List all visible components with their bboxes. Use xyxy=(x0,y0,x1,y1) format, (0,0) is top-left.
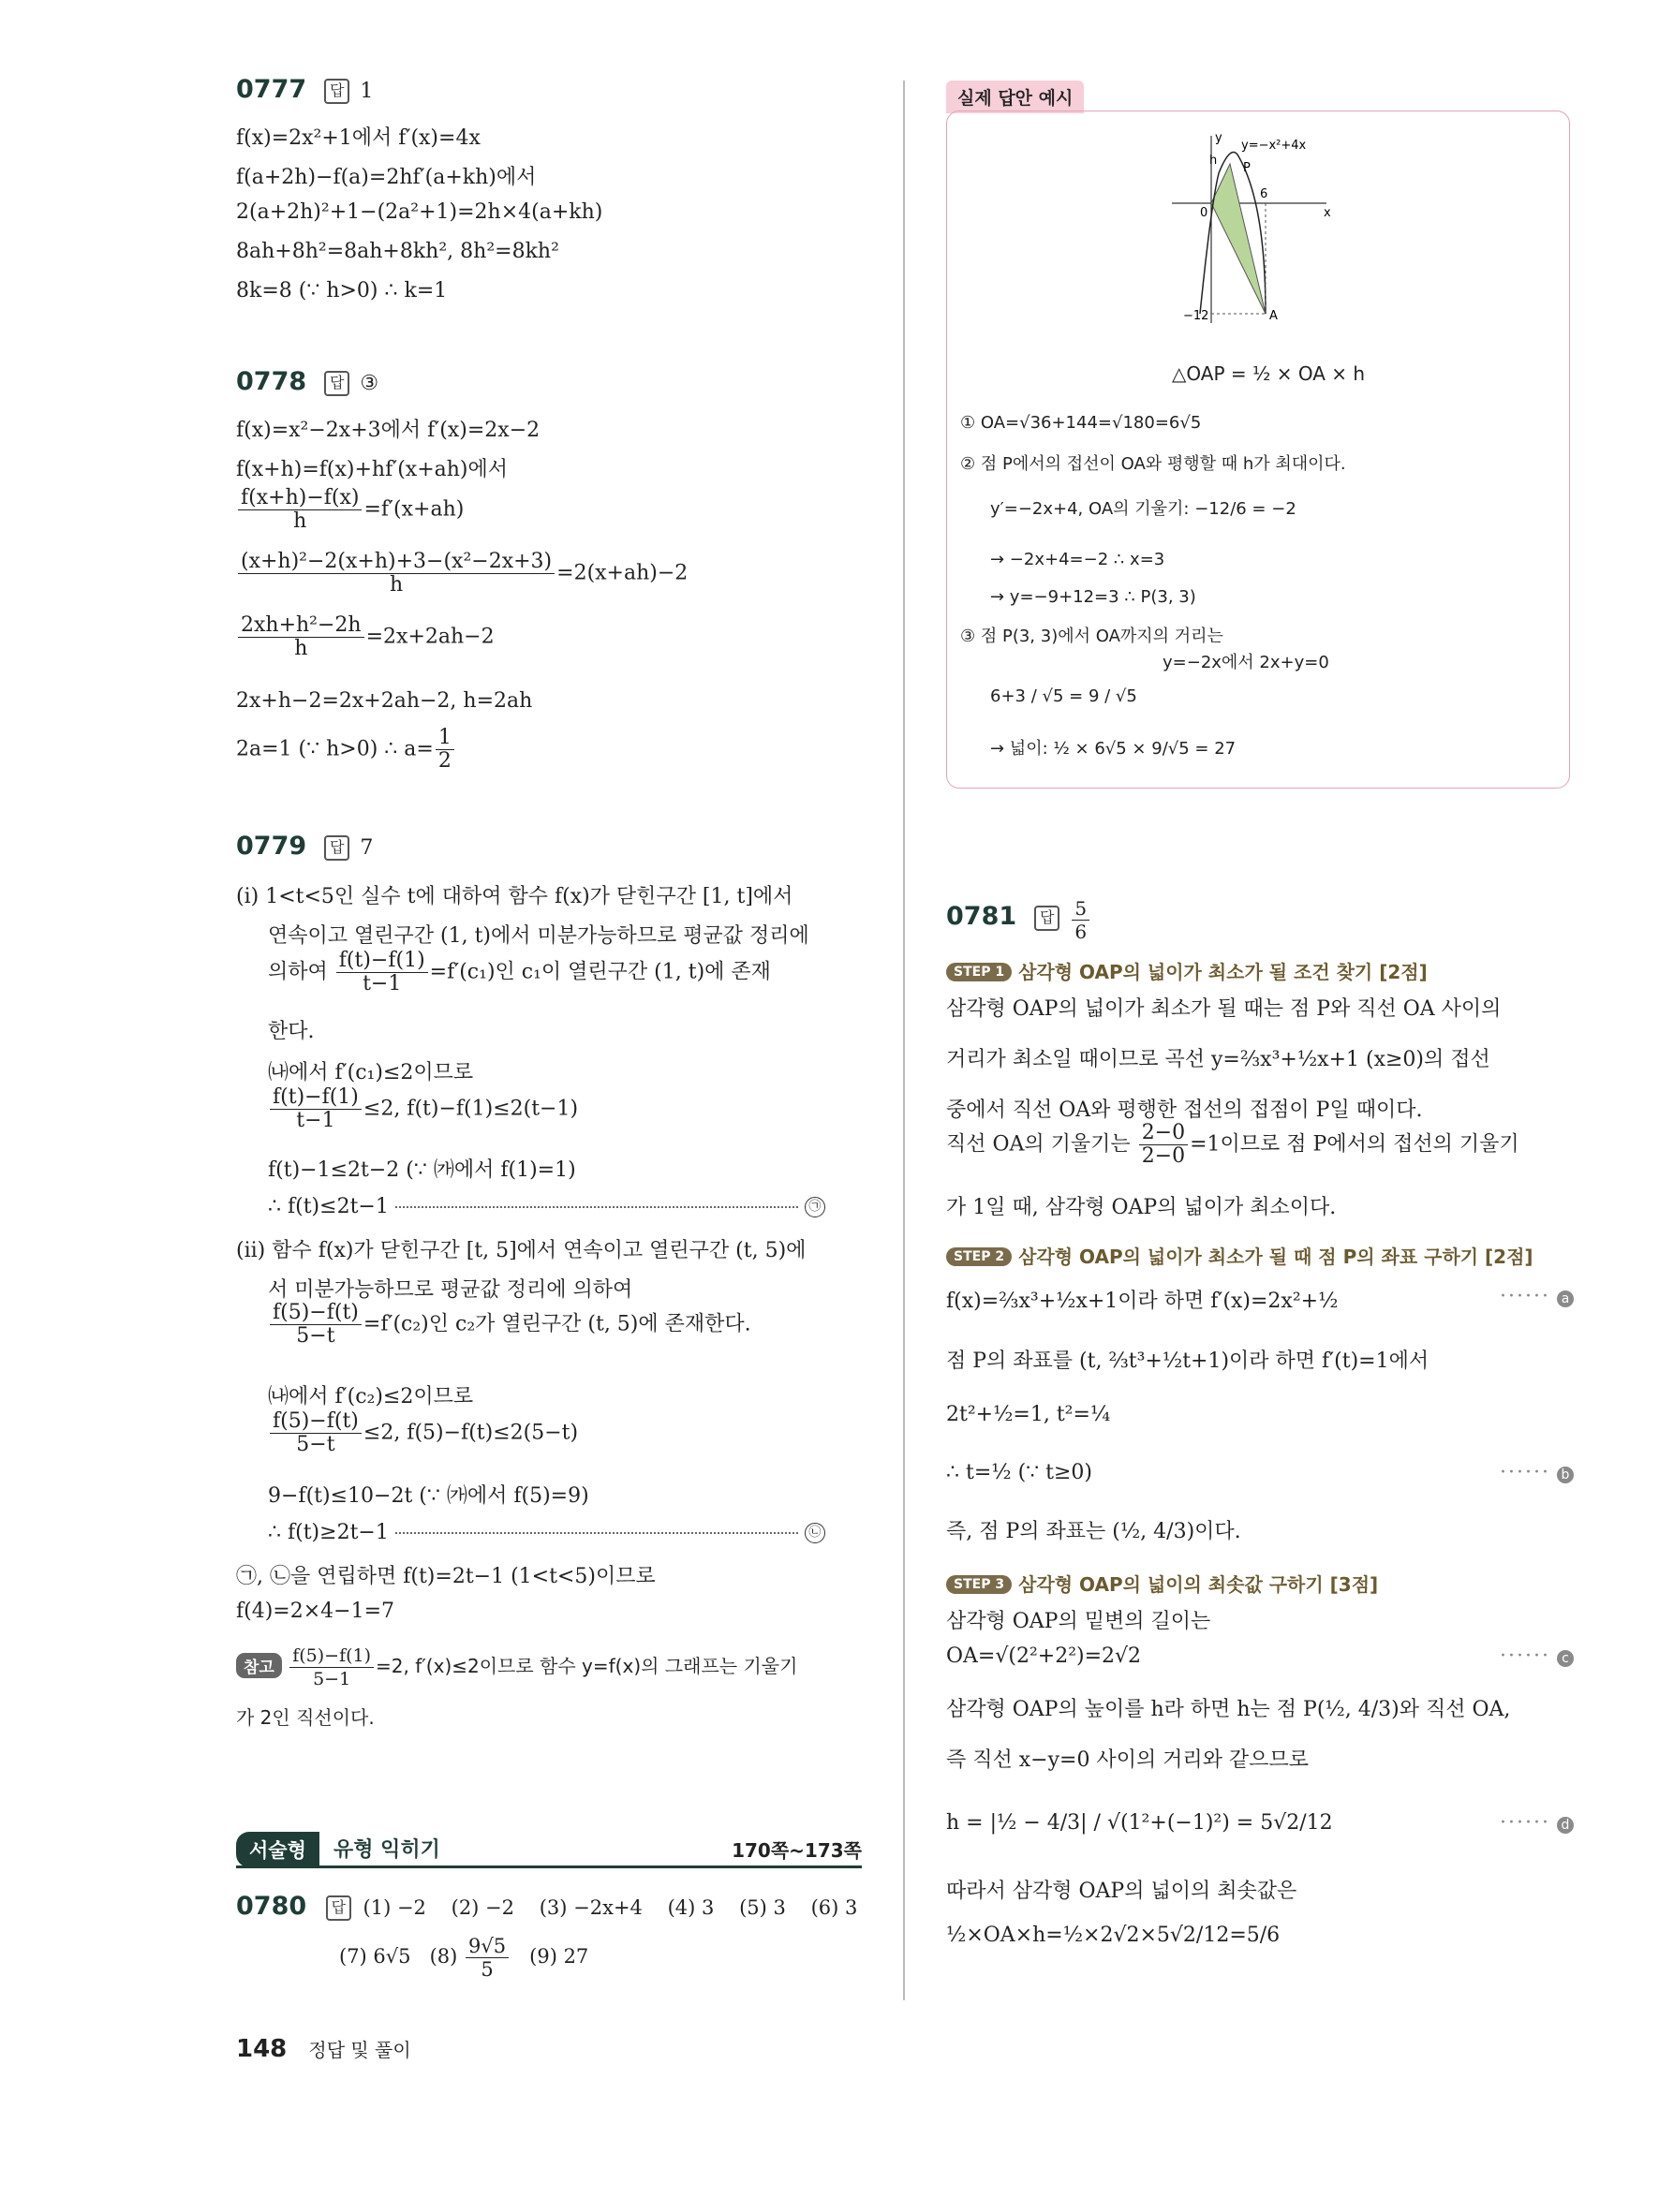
handwritten-line: → 넓이: ½ × 6√5 × 9/√5 = 27 xyxy=(990,739,1237,759)
step-badge: STEP 2 xyxy=(946,1247,1012,1266)
fraction-line: $\frac{f(x+h)-f(x)}{h}$ =f′(x+ah) xyxy=(236,487,464,533)
fraction-line: $\frac{f(5)-f(t)}{5-t}$ ≤2, f(5)−f(t)≤2(5−t) xyxy=(268,1410,578,1456)
solution-line: 한다. xyxy=(268,1020,315,1043)
section-pages: 170쪽~173쪽 xyxy=(732,1839,862,1862)
section-header xyxy=(236,1828,862,1868)
example-answer-box xyxy=(946,111,1570,789)
reference-badge: 참고 xyxy=(236,1653,282,1678)
solution-line: ∴ t=½ (∵ t≥0) ······ b xyxy=(946,1461,1574,1484)
solution-line: 삼각형 OAP의 넓이가 최소가 될 때는 점 P와 직선 OA 사이의 xyxy=(946,997,1502,1021)
reference-note: 참고 $\frac{f(5)-f(1)}{5-1}$ =2, f′(x)≤2이므로 함수 y=f(x)의 그래프는 기울기 xyxy=(236,1644,797,1690)
solution-line: 연속이고 열린구간 (1, t)에서 미분가능하므로 평균값 정리에 xyxy=(268,924,809,948)
fraction-line: 의하여 $\frac{f(t)-f(1)}{t-1}$ =f′(c₁)인 c₁이 열린구간 (1, t)에 존재 xyxy=(268,949,771,995)
footer-section: 정답 및 풀이 xyxy=(308,2039,411,2061)
answer-item: (9) 27 xyxy=(529,1945,589,1968)
solution-line: 9−f(t)≤10−2t (∵ ㈎에서 f(5)=9) xyxy=(268,1484,589,1508)
solution-line: f(x)=x²−2x+3에서 f′(x)=2x−2 xyxy=(236,419,541,442)
problem-number: 0778 xyxy=(236,367,307,396)
graph-label: y=−x²+4x xyxy=(1241,139,1307,153)
step-header xyxy=(946,1570,1378,1597)
solution-line: f(t)−1≤2t−2 (∵ ㈎에서 f(1)=1) xyxy=(268,1158,576,1182)
dotted-leader xyxy=(395,1206,798,1208)
graph-label: A xyxy=(1269,309,1278,323)
solution-line: f(4)=2×4−1=7 xyxy=(236,1600,395,1623)
fraction: $\frac{1}{2}$ xyxy=(436,727,454,773)
solution-line: (ⅱ) 함수 f(x)가 닫힌구간 [t, 5]에서 연속이고 열린구간 (t, 5)에 xyxy=(236,1239,807,1262)
equation-marker: ㉠ xyxy=(805,1197,825,1217)
fraction-line: $\frac{\text{2xh+h²−2h}}{h}$ =2x+2ah−2 xyxy=(236,614,495,660)
solution-line: 2x+h−2=2x+2ah−2, h=2ah xyxy=(236,689,533,713)
fraction: $\frac{f(t)-f(1)}{t-1}$ xyxy=(270,1086,362,1132)
equation-marker: ㉡ xyxy=(805,1523,825,1543)
fraction-line: $\frac{f(5)-f(t)}{5-t}$ =f′(c₂)인 c₂가 열린구간 (t, 5)에 존재한다. xyxy=(268,1302,751,1348)
column-divider xyxy=(903,81,905,2000)
fraction: $\frac{f(x+h)-f(x)}{h}$ xyxy=(238,487,362,533)
fraction: $\frac{\text{(x+h)²−2(x+h)+3−(x²−2x+3)}}{h}$ xyxy=(238,551,555,597)
handwritten-line: ② 점 P에서의 접선이 OA와 평행할 때 h가 최대이다. xyxy=(960,454,1346,474)
answer-item: (5) 3 xyxy=(739,1896,786,1919)
solution-line: 따라서 삼각형 OAP의 넓이의 최솟값은 xyxy=(946,1880,1297,1903)
section-tag: 서술형 xyxy=(236,1832,319,1867)
graph-label: 0 xyxy=(1200,206,1208,220)
solution-line: ㈏에서 f′(c₁)≤2이므로 xyxy=(268,1061,474,1084)
handwritten-line: y′=−2x+4, OA의 기울기: −12/6 = −2 xyxy=(990,499,1296,519)
problem-number: 0777 xyxy=(236,75,307,104)
solution-line: 가 1일 때, 삼각형 OAP의 넓이가 최소이다. xyxy=(946,1196,1337,1219)
step-badge: STEP 3 xyxy=(946,1575,1012,1594)
answer-icon: 답 xyxy=(326,1895,351,1921)
handwritten-line: 6+3 / √5 = 9 / √5 xyxy=(990,686,1137,706)
answer-icon: 답 xyxy=(1034,906,1059,931)
example-tab: 실제 답안 예시 xyxy=(946,81,1084,113)
reference-note: 가 2인 직선이다. xyxy=(236,1706,375,1729)
solution-line: ∴ f(t)≤2t−1 ㉠ xyxy=(268,1195,862,1218)
dotted-leader xyxy=(395,1532,798,1534)
fraction-line: $\frac{\text{(x+h)²−2(x+h)+3−(x²−2x+3)}}{h}$ =2(x+ah)−2 xyxy=(236,551,688,597)
answer-item: (1) −2 xyxy=(363,1896,426,1919)
answer-icon: 답 xyxy=(324,371,349,396)
fraction: $\frac{\text{2xh+h²−2h}}{h}$ xyxy=(238,614,364,660)
step-title: 삼각형 OAP의 넓이가 최소가 될 조건 찾기 [2점] xyxy=(1018,961,1428,983)
fraction-line: $\frac{f(t)-f(1)}{t-1}$ ≤2, f(t)−f(1)≤2(t−1) xyxy=(268,1086,578,1132)
solution-line: ㉠, ㉡을 연립하면 f(t)=2t−1 (1<t<5)이므로 xyxy=(236,1565,656,1588)
example-graph xyxy=(1163,126,1350,332)
answer-value: ③ xyxy=(360,372,379,395)
step-header xyxy=(946,957,1428,984)
solution-line: (ⅰ) 1<t<5인 실수 t에 대하여 함수 f(x)가 닫힌구간 [1, t]에서 xyxy=(236,885,793,908)
step-title: 삼각형 OAP의 넓이가 최소가 될 때 점 P의 좌표 구하기 [2점] xyxy=(1018,1246,1533,1268)
fraction-line: 2a=1 (∵ h>0) ∴ a= $\frac{1}{2}$ xyxy=(236,727,456,773)
solution-line: h = |½ − 4/3| / √(1²+(−1)²) = 5√2/12 ······ d xyxy=(946,1811,1574,1835)
solution-line: 2(a+2h)²+1−(2a²+1)=2h×4(a+kh) xyxy=(236,200,603,224)
step-title: 삼각형 OAP의 넓이의 최솟값 구하기 [3점] xyxy=(1018,1573,1379,1596)
handwritten-line: ① OA=√36+144=√180=6√5 xyxy=(960,413,1202,433)
fraction-line: 직선 OA의 기울기는 $\frac{2-0}{2-0}$ =1이므로 점 P에서의 접선의 기울기 xyxy=(946,1121,1519,1168)
handwritten-line: → y=−9+12=3 ∴ P(3, 3) xyxy=(990,587,1196,607)
answer-icon: 답 xyxy=(324,79,349,104)
solution-line: 2t²+½=1, t²=¼ xyxy=(946,1403,1111,1426)
section-title: 유형 익히기 xyxy=(333,1838,440,1862)
graph-label: P xyxy=(1243,161,1251,175)
fraction: $\frac{f(t)-f(1)}{t-1}$ xyxy=(336,950,428,995)
solution-line: f(x)=2x²+1에서 f′(x)=4x xyxy=(236,126,481,150)
answer-value: 1 xyxy=(360,80,374,103)
graph-label: −12 xyxy=(1183,309,1209,323)
fraction: $\frac{f(5)-f(1)}{5-1}$ xyxy=(289,1644,374,1690)
answer-item: (6) 3 xyxy=(810,1896,858,1919)
answer-value: 7 xyxy=(360,836,374,860)
problem-number: 0779 xyxy=(236,832,307,861)
solution-line: f(x)=⅔x³+½x+1이라 하면 f′(x)=2x²+½ ······ a xyxy=(946,1285,1574,1314)
step-marker: b xyxy=(1557,1467,1574,1483)
graph-label: h xyxy=(1209,154,1218,168)
answer-item: (4) 3 xyxy=(667,1896,715,1919)
handwritten-line: y=−2x에서 2x+y=0 xyxy=(1163,653,1329,672)
solution-line: 점 P의 좌표를 (t, ⅔t³+½t+1)이라 하면 f′(t)=1에서 xyxy=(946,1349,1429,1373)
solution-line: 서 미분가능하므로 평균값 정리에 의하여 xyxy=(268,1278,633,1302)
step-marker: a xyxy=(1557,1290,1574,1307)
solution-line: ∴ f(t)≥2t−1 ㉡ xyxy=(268,1521,862,1544)
problem-number: 0781 xyxy=(946,902,1017,931)
solution-line: 즉 직선 x−y=0 사이의 거리와 같으므로 xyxy=(946,1748,1309,1772)
handwritten-line: △OAP = ½ × OA × h xyxy=(1172,362,1366,385)
step-marker: d xyxy=(1557,1817,1574,1834)
triangle-oap xyxy=(1211,164,1266,314)
answer-icon: 답 xyxy=(324,835,349,861)
problem-number: 0780 xyxy=(236,1892,307,1921)
solution-line: OA=√(2²+2²)=2√2 ······ c xyxy=(946,1644,1574,1668)
solution-line: 즉, 점 P의 좌표는 (½, 4/3)이다. xyxy=(946,1520,1241,1543)
solution-line: ㈏에서 f′(c₂)≤2이므로 xyxy=(268,1385,474,1408)
answer-item: (3) −2x+4 xyxy=(539,1896,643,1919)
answer-item: (8) xyxy=(429,1945,458,1968)
graph-label: 6 xyxy=(1260,187,1268,201)
answer-item: (2) −2 xyxy=(451,1896,515,1919)
step-header xyxy=(946,1242,1533,1269)
fraction: $\frac{5}{6}$ xyxy=(1072,897,1089,943)
solution-line: 거리가 최소일 때이므로 곡선 y=⅔x³+½x+1 (x≥0)의 접선 xyxy=(946,1048,1490,1071)
page-footer xyxy=(236,2035,411,2063)
solution-line: 삼각형 OAP의 밑변의 길이는 xyxy=(946,1610,1211,1633)
solution-line: 8k=8 (∵ h>0) ∴ k=1 xyxy=(236,279,448,302)
step-badge: STEP 1 xyxy=(946,963,1012,981)
handwritten-line: → −2x+4=−2 ∴ x=3 xyxy=(990,550,1165,569)
graph-label: y xyxy=(1215,131,1222,145)
solution-line: 삼각형 OAP의 높이를 h라 하면 h는 점 P(½, 4/3)와 직선 OA, xyxy=(946,1698,1511,1721)
handwritten-line: ③ 점 P(3, 3)에서 OA까지의 거리는 xyxy=(960,627,1223,646)
graph-label: x xyxy=(1324,206,1331,220)
solution-line: 8ah+8h²=8ah+8kh², 8h²=8kh² xyxy=(236,240,559,263)
solution-line: f(x+h)=f(x)+hf′(x+ah)에서 xyxy=(236,458,509,481)
page-number: 148 xyxy=(236,2035,288,2063)
answer-item: (7) 6√5 xyxy=(339,1945,411,1968)
solution-line: 중에서 직선 OA와 평행한 접선의 접점이 P일 때이다. xyxy=(946,1099,1423,1122)
solution-line: f(a+2h)−f(a)=2hf′(a+kh)에서 xyxy=(236,166,537,189)
fraction: $\frac{f(5)-f(t)}{5-t}$ xyxy=(270,1302,362,1348)
fraction: $\frac{f(5)-f(t)}{5-t}$ xyxy=(270,1410,362,1456)
step-marker: c xyxy=(1557,1650,1574,1667)
fraction: $\frac{9√5}{5}$ xyxy=(466,1935,509,1981)
solution-line: ½×OA×h=½×2√2×5√2/12=5/6 xyxy=(946,1924,1281,1947)
fraction: $\frac{2-0}{2-0}$ xyxy=(1139,1122,1188,1168)
